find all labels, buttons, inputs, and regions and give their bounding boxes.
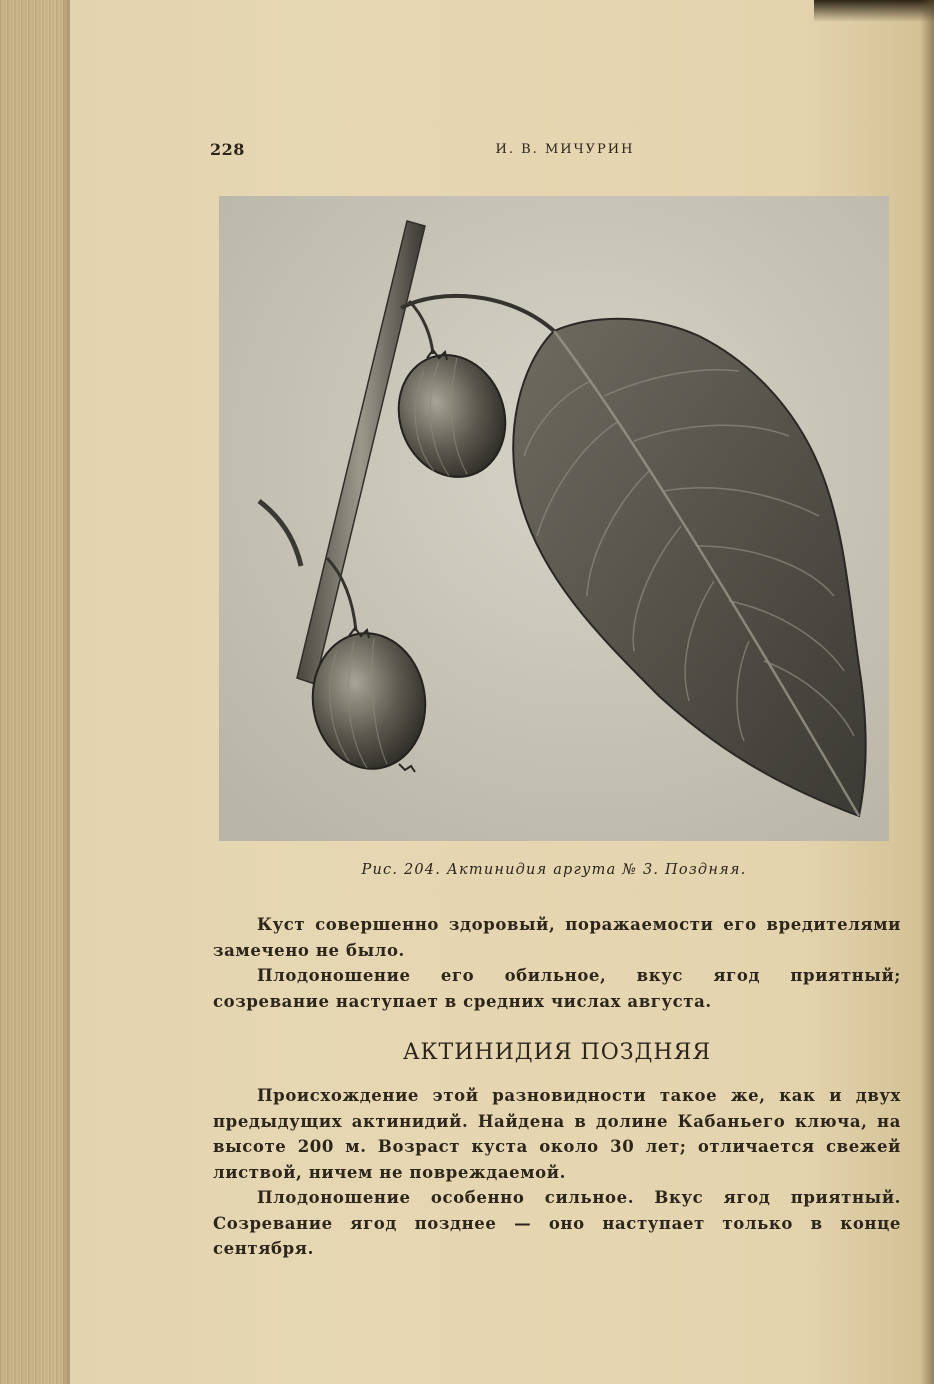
page-number: 228 <box>210 140 245 159</box>
paragraph: Плодоношение его обильное, вкус ягод приятный; созревание наступает в средних числах августа. <box>213 966 901 1011</box>
paragraph: Куст совершенно здоровый, поражаемости его вредителями замечено не было. <box>213 915 901 960</box>
text-block-1 <box>213 912 901 1014</box>
section-heading: АКТИНИДИЯ ПОЗДНЯЯ <box>402 1040 712 1065</box>
figure-caption: Рис. 204. Актинидия аргута № 3. Поздняя. <box>361 862 747 878</box>
figure-photo <box>219 196 889 841</box>
running-head: И. В. МИЧУРИН <box>495 142 635 157</box>
text-block-2 <box>213 1083 901 1262</box>
page-header <box>210 140 900 168</box>
paragraph: Плодоношение особенно сильное. Вкус ягод приятный. Созревание ягод позднее — оно наступает только в конце сентября. <box>213 1188 901 1258</box>
paragraph: Происхождение этой разновидности такое же, как и двух предыдущих актинидий. Найдена в долине Кабаньего ключа, на высоте 200 м. Возраст куста около 30 лет; отличается свежей листвой, ничем не повреждаемой. <box>213 1086 901 1182</box>
dark-corner <box>814 0 934 22</box>
right-page-shadow <box>920 0 934 1384</box>
actinidia-illustration <box>219 196 889 841</box>
stacked-page-edges <box>0 0 70 1384</box>
